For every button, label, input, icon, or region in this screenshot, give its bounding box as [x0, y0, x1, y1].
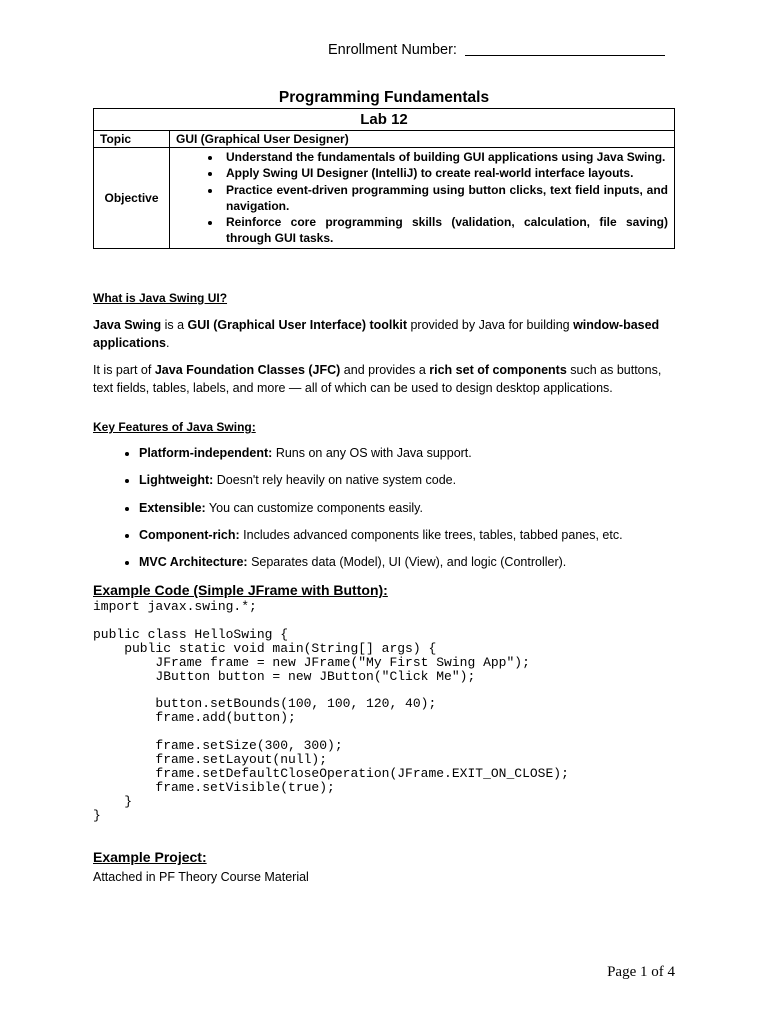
text-run: such as buttons, text fields, tables, labels, and more — all of which can be used to design desktop applications. [93, 363, 662, 395]
text-run: and provides a [340, 363, 430, 377]
term-java-swing: Java Swing [93, 318, 162, 332]
topic-value: GUI (Graphical User Designer) [170, 131, 675, 148]
feature-term: Component-rich: [139, 527, 240, 542]
page-number: Page 1 of 4 [607, 964, 675, 980]
objective-label: Objective [94, 148, 170, 249]
feature-term: MVC Architecture: [139, 555, 248, 570]
feature-item [139, 471, 721, 498]
enrollment-blank-line [465, 41, 665, 56]
text-run: provided by Java for building [407, 318, 574, 332]
lab-info-table [93, 108, 675, 249]
what-is-heading-block [93, 289, 675, 307]
topic-label: Topic [94, 131, 170, 148]
term-jfc: Java Foundation Classes (JFC) [154, 363, 341, 377]
feature-item [139, 553, 721, 580]
feature-term: Extensible: [139, 500, 206, 515]
feature-desc: You can customize components easily. [205, 500, 423, 515]
feature-desc: Doesn't rely heavily on native system code. [213, 473, 457, 488]
term-window-based: window-based applications [93, 318, 660, 350]
example-project-heading: Example Project: [93, 849, 207, 865]
course-title: Programming Fundamentals [278, 89, 490, 106]
what-is-heading: What is Java Swing UI? [93, 291, 228, 305]
feature-term: Platform-independent: [139, 446, 273, 460]
feature-term: Lightweight: [139, 473, 214, 488]
feature-item [139, 499, 721, 526]
example-code-heading-block [93, 581, 675, 600]
text-run: is a [161, 318, 188, 332]
lab-title: Lab 12 [94, 109, 675, 131]
features-heading: Key Features of Java Swing: [93, 420, 256, 434]
feature-item [139, 444, 721, 471]
objective-item: • Understand the fundamentals of building GUI applications using Java Swing. [222, 149, 668, 165]
term-rich-components: rich set of components [429, 363, 567, 377]
text-run: . [165, 336, 170, 350]
example-project-text: Attached in PF Theory Course Material [93, 870, 309, 884]
example-project-heading-block [93, 848, 675, 867]
enrollment-number-field [328, 41, 665, 58]
objective-list [176, 149, 668, 247]
text-run: It is part of [93, 363, 155, 377]
feature-item [139, 526, 721, 553]
term-gui-toolkit: GUI (Graphical User Interface) toolkit [187, 318, 407, 332]
objective-item: • Apply Swing UI Designer (IntelliJ) to create real-world interface layouts. [222, 165, 668, 181]
objective-item: • Practice event-driven programming using button clicks, text field inputs, and navigation. [222, 182, 668, 215]
features-list [93, 444, 721, 580]
what-is-paragraph-2 [93, 361, 675, 397]
code-block: import javax.swing.*; public class HelloSwing { public static void main(String[] args) { JFrame frame = new JFrame("My First Swing App"); JButton button = new JButton("Click Me"); button.setBounds(100, 100, 120, 40); frame.add(button); frame.setSize(300, 300); frame.setLayout(null); frame.setDefaultCloseOperation(JFrame.EXIT_ON_CLOSE); frame.setVisible(true); } } [93, 599, 569, 823]
example-code-heading: Example Code (Simple JFrame with Button): [93, 582, 388, 598]
enrollment-label: Enrollment Number: [328, 42, 457, 58]
feature-desc: Runs on any OS with Java support. [272, 446, 472, 460]
objective-item: • Reinforce core programming skills (validation, calculation, file saving) through GUI tasks. [222, 214, 668, 247]
features-heading-block [93, 418, 675, 436]
objective-cell [170, 148, 675, 249]
what-is-paragraph-1 [93, 316, 675, 352]
feature-desc: Separates data (Model), UI (View), and logic (Controller). [247, 555, 567, 570]
feature-desc: Includes advanced components like trees, tables, tabbed panes, etc. [239, 527, 623, 542]
